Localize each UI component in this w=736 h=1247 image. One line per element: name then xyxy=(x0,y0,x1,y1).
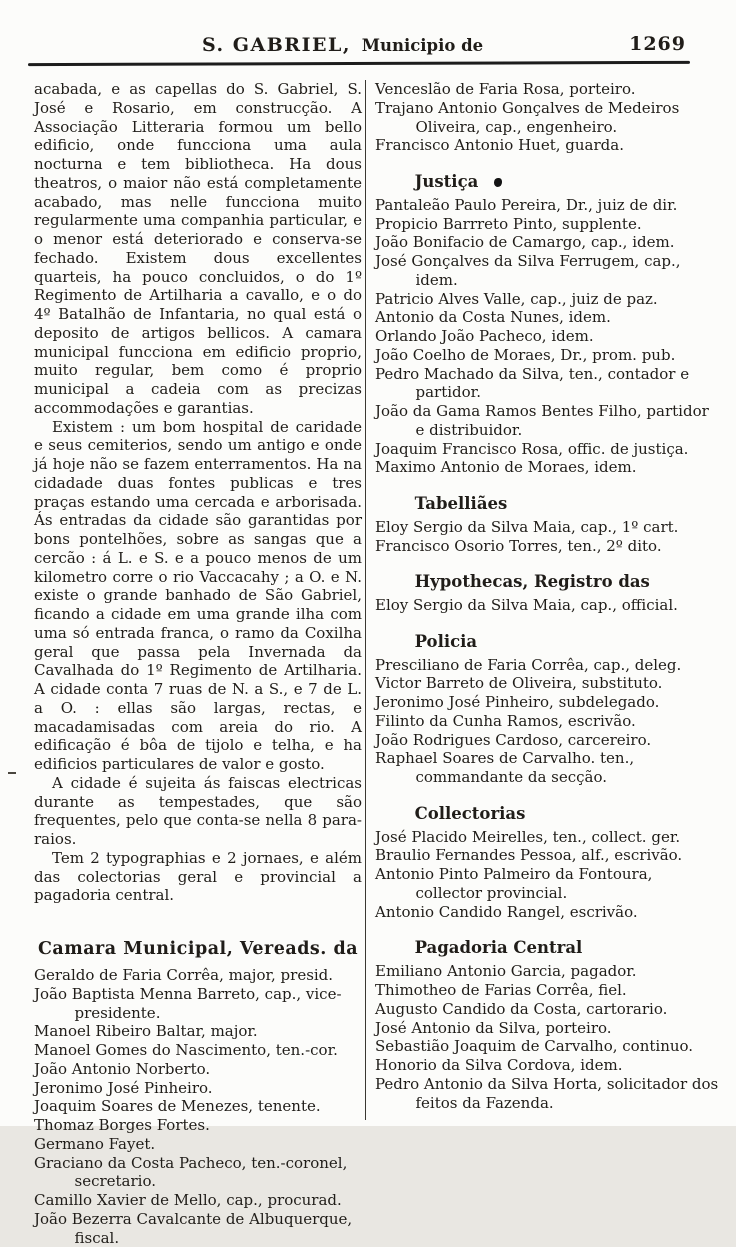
entry-list-collectorias xyxy=(375,828,720,922)
intro-paragraphs xyxy=(34,80,362,905)
entry-list-policia xyxy=(375,656,720,787)
directory-entry: João Antonio Norberto. xyxy=(34,1059,211,1078)
section-camara-municipal xyxy=(34,939,362,1247)
two-column-layout xyxy=(34,80,720,1247)
entry-list-tabelliaes xyxy=(375,518,720,556)
directory-entry: Pedro Machado da Silva, ten., contador e partidor. xyxy=(375,364,690,402)
body-paragraph: acabada, e as capellas do S. Gabriel, S. José e Rosario, em construcção. A Associação Litteraria formou um bello edificio, onde funcciona uma aula nocturna e tem bibliotheca. Ha dous theatros, o maior não está completamente acabado, mas nelle funcciona muito regularmente uma companhia particular, e o menor está deteriorado e conserva-se fechado. Existem dous excellentes quarteis, ha pouco concluidos, o do 1º Regimento de Artilharia a cavallo, e o do 4º Batalhão de Infantaria, no qual está o deposito de artigos bellicos. A camara municipal funcciona em edificio proprio, muito regular, bem como é proprio municipal a cadeia com as precizas accommodações e garantias. xyxy=(34,80,362,417)
directory-entry: Francisco Antonio Huet, guarda. xyxy=(375,136,624,155)
directory-entry: Victor Barreto de Oliveira, substituto. xyxy=(375,674,663,693)
directory-entry: Maximo Antonio de Moraes, idem. xyxy=(375,458,637,477)
directory-entry: Germano Fayet. xyxy=(34,1134,156,1153)
directory-entry: Presciliano de Faria Corrêa, cap., deleg. xyxy=(375,655,682,674)
entry-list-lead xyxy=(375,80,720,155)
section-justica xyxy=(375,172,720,477)
directory-entry: Joaquim Francisco Rosa, offic. de justiça. xyxy=(375,439,689,458)
right-column xyxy=(366,80,720,1120)
scan-artifact xyxy=(8,772,16,774)
directory-entry: Antonio Candido Rangel, escrivão. xyxy=(375,902,638,921)
directory-entry: Joaquim Soares de Menezes, tenente. xyxy=(34,1097,321,1116)
directory-entry: Pedro Antonio da Silva Horta, solicitador dos feitos da Fazenda. xyxy=(375,1074,719,1112)
directory-entry: Eloy Sergio da Silva Maia, cap., official. xyxy=(375,596,678,615)
section-heading-text: Justiça xyxy=(414,172,479,191)
directory-entry: João Bezerra Cavalcante de Albuquerque, fiscal. xyxy=(34,1209,353,1247)
entry-list-hypothecas xyxy=(375,596,720,615)
directory-entry: Raphael Soares de Carvalho. ten., commandante da secção. xyxy=(375,749,635,787)
directory-entry: Jeronimo José Pinheiro. xyxy=(34,1078,213,1097)
section-policia xyxy=(375,632,720,787)
directory-entry: Trajano Antonio Gonçalves de Medeiros Oliveira, cap., engenheiro. xyxy=(375,98,680,136)
directory-entry: Camillo Xavier de Mello, cap., procurad. xyxy=(34,1191,342,1209)
running-title-suffix: Municipio de xyxy=(361,36,484,55)
section-heading-hypothecas: Hypothecas, Registro das xyxy=(414,572,650,592)
directory-entry: Pantaleão Paulo Pereira, Dr., juiz de dir. xyxy=(375,195,678,214)
directory-entry: João Coelho de Moraes, Dr., prom. pub. xyxy=(375,345,676,364)
entry-list-justica xyxy=(375,196,720,477)
running-title-place: S. GABRIEL, xyxy=(202,34,351,56)
directory-entry: José Antonio da Silva, porteiro. xyxy=(375,1018,612,1037)
directory-entry: Augusto Candido da Costa, cartorario. xyxy=(375,999,668,1018)
directory-entry: Francisco Osorio Torres, ten., 2º dito. xyxy=(375,536,662,555)
directory-entry: Manoel Ribeiro Baltar, major. xyxy=(34,1022,258,1041)
entry-list-camara-municipal xyxy=(34,966,362,1247)
section-heading-pagadoria-central: Pagadoria Central xyxy=(414,938,583,958)
directory-entry: Braulio Fernandes Pessoa, alf., escrivão. xyxy=(375,846,683,865)
directory-entry: Graciano da Costa Pacheco, ten.-coronel, secretario. xyxy=(34,1153,348,1191)
directory-entry: Manoel Gomes do Nascimento, ten.-cor. xyxy=(34,1041,338,1059)
directory-entry: Antonio da Costa Nunes, idem. xyxy=(375,308,611,327)
directory-entry: Orlando João Pacheco, idem. xyxy=(375,327,594,346)
directory-entry: Sebastião Joaquim de Carvalho, continuo. xyxy=(375,1037,694,1056)
page-number: 1269 xyxy=(629,33,686,55)
header-rule xyxy=(28,61,690,66)
directory-entry: Propicio Barrreto Pinto, supplente. xyxy=(375,214,642,233)
running-title xyxy=(202,34,483,58)
directory-entry: Thimotheo de Farias Corrêa, fiel. xyxy=(375,981,627,1000)
directory-entry: José Gonçalves da Silva Ferrugem, cap., idem. xyxy=(375,252,681,289)
section-hypothecas xyxy=(375,572,720,615)
directory-entry: Honorio da Silva Cordova, idem. xyxy=(375,1056,623,1075)
section-heading-policia: Policia xyxy=(414,631,478,651)
section-heading-tabelliaes: Tabelliães xyxy=(414,494,508,514)
section-pagadoria-central xyxy=(375,938,720,1112)
directory-entry: Eloy Sergio da Silva Maia, cap., 1º cart. xyxy=(375,517,679,536)
directory-entry: Emiliano Antonio Garcia, pagador. xyxy=(375,962,637,981)
entry-list-pagadoria-central xyxy=(375,962,720,1112)
directory-entry: João da Gama Ramos Bentes Filho, partidor e distribuidor. xyxy=(375,402,709,439)
directory-entry: José Placido Meirelles, ten., collect. ger. xyxy=(375,827,681,846)
directory-entry: Patricio Alves Valle, cap., juiz de paz. xyxy=(375,289,658,308)
directory-entry: Thomaz Borges Fortes. xyxy=(34,1116,210,1134)
directory-entry: Antonio Pinto Palmeiro da Fontoura, collector provincial. xyxy=(375,865,653,902)
section-heading-camara-municipal: Camara Municipal, Vereads. da xyxy=(37,939,359,959)
body-paragraph: Tem 2 typographias e 2 jornaes, e além das colectorias geral e provincial a pagadoria central. xyxy=(34,848,362,905)
directory-entry: João Bonifacio de Camargo, cap., idem. xyxy=(375,233,675,252)
body-paragraph: Existem : um bom hospital de caridade e seus cemiterios, sendo um antigo e onde já hoje não se fazem enterramentos. Ha na cidadade duas fontes publicas e tres praças estando uma cercada e arborisada. Ás entradas da cidade são garantidas por bons pontelhões, sobre as sangas que a cercão : á L. e S. e a pouco menos de um kilometro corre o rio Vaccacahy ; a O. e N. existe o grande banhado de São Gabriel, ficando a cidade em uma grande ilha com uma só entrada franca, o ramo da Coxilha geral que passa pela Invernada da Cavalhada do 1º Regimento de Artilharia. A cidade conta 7 ruas de N. a S., e 7 de L. a O. : ellas são largas, rectas, e macadamisadas com areia do rio. A edificação é bôa de tijolo e telha, e ha edificios particulares de valor e gosto. xyxy=(34,417,362,773)
directory-entry: Geraldo de Faria Corrêa, major, presid. xyxy=(34,966,334,984)
section-heading-collectorias: Collectorias xyxy=(414,803,526,823)
section-collectorias xyxy=(375,804,720,922)
directory-entry: Filinto da Cunha Ramos, escrivão. xyxy=(375,711,636,730)
ink-blot xyxy=(494,178,502,187)
body-paragraph: A cidade é sujeita ás faiscas electricas durante as tempestades, que são frequentes, pelo que conta-se nella 8 para-raios. xyxy=(34,773,362,848)
section-tabelliaes xyxy=(375,494,720,555)
directory-entry: João Rodrigues Cardoso, carcereiro. xyxy=(375,730,652,749)
directory-entry: Venceslão de Faria Rosa, porteiro. xyxy=(375,80,636,98)
section-heading-justica xyxy=(375,172,720,192)
left-column xyxy=(34,80,362,1247)
directory-entry: João Baptista Menna Barreto, cap., vice-presidente. xyxy=(34,984,342,1022)
directory-entry: Jeronimo José Pinheiro, subdelegado. xyxy=(375,693,660,712)
